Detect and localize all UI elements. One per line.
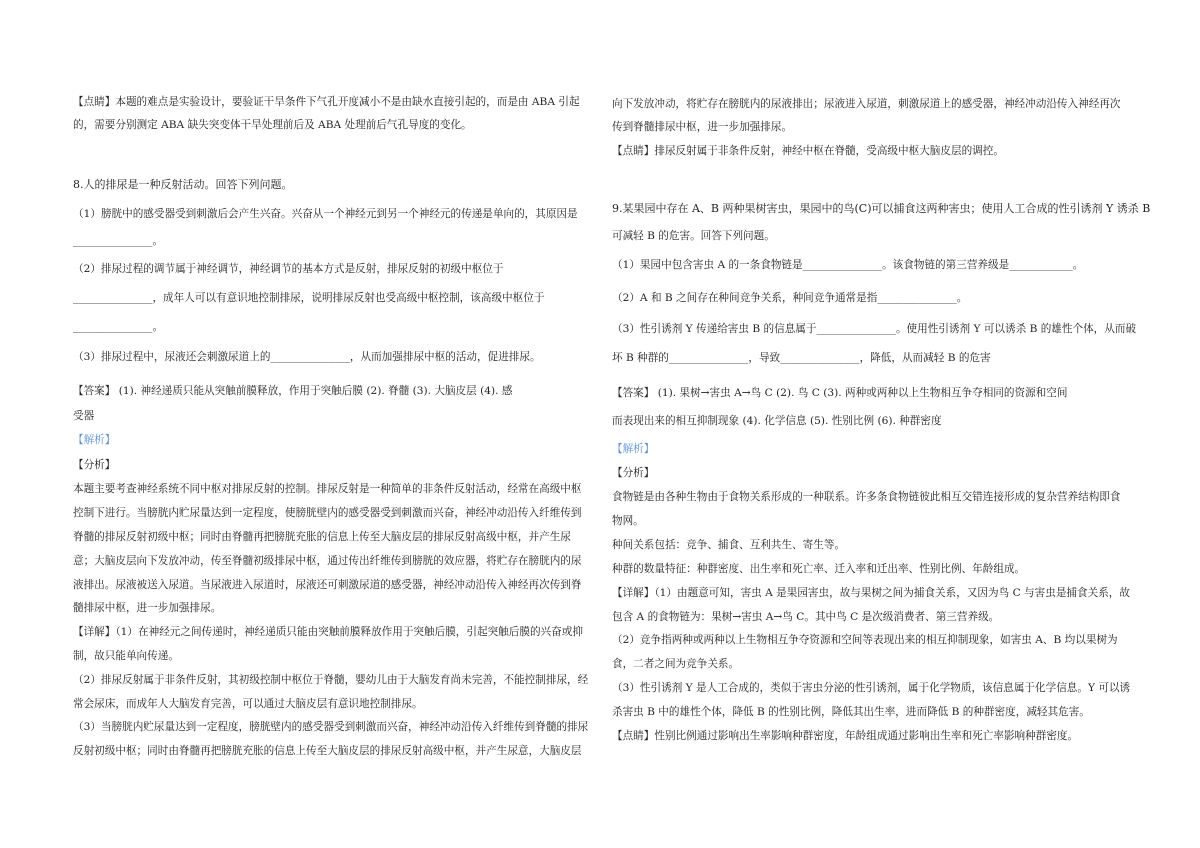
text-line: 传到脊髓排尿中枢，进一步加强排尿。 — [612, 121, 793, 133]
answer-line-cont: 受器 — [73, 410, 95, 422]
fenxi-label: 【分析】 — [612, 467, 655, 479]
text-line: 种群的数量特征：种群密度、出生率和死亡率、迁入率和迁出率、性别比例、年龄组成。 — [612, 563, 1026, 575]
text-line: （2）竞争指两种或两种以上生物相互争夺资源和空间等表现出来的相互抑制现象，如害虫 A、B 均以果树为 — [612, 634, 1118, 646]
text-line: （3）性引诱剂 Y 是人工合成的，类似于害虫分泌的性引诱剂，属于化学物质，该信息属于化学信息。Y 可以诱 — [612, 682, 1131, 694]
text-line: 【详解】（1）在神经元之间传递时，神经递质只能由突触前膜释放作用于突触后膜，引起突触后膜的兴奋或抑 — [73, 626, 583, 638]
text-line: 物网。 — [612, 515, 644, 527]
text-line: （2）排尿过程的调节属于神经调节，神经调节的基本方式是反射，排尿反射的初级中枢位于 — [73, 263, 504, 275]
text-line: （1）膀胱中的感受器受到刺激后会产生兴奋。兴奋从一个神经元到另一个神经元的传递是单向的，其原因是 — [73, 208, 578, 220]
text-line: _______________，成年人可以有意识地控制排尿，说明排尿反射也受高级中枢控制，该高级中枢位于 — [73, 292, 545, 304]
fenxi-label: 【分析】 — [73, 459, 116, 471]
text-line: 食物链是由各种生物由于食物关系形成的一种联系。许多条食物链彼此相互交错连接形成的复杂营养结构即食 — [612, 491, 1121, 503]
text-line: 制，故只能单向传递。 — [73, 650, 179, 662]
analysis-label: 【解析】 — [73, 434, 116, 446]
text-line: 反射初级中枢；同时由脊髓再把膀胱充胀的信息上传至大脑皮层的排尿反射高级中枢，并产生尿意，大脑皮层 — [73, 745, 582, 757]
blank-line: _______________。 — [73, 235, 164, 247]
text-line: 的，需要分别测定 ABA 缺失突变体干旱处理前后及 ABA 处理前后气孔导度的变化。 — [73, 119, 472, 131]
text-line: 向下发放冲动，将贮存在膀胱内的尿液排出；尿液进入尿道，刺激尿道上的感受器，神经冲动沿传入神经再次 — [612, 98, 1121, 110]
text-line: 本题主要考查神经系统不同中枢对排尿反射的控制。排尿反射是一种简单的非条件反射活动，经常在高级中枢 — [73, 483, 582, 495]
text-line: 脊髓的排尿反射初级中枢；同时由脊髓再把膀胱充胀的信息上传至大脑皮层的排尿反射高级中枢，并产生尿 — [73, 531, 571, 543]
blank-line: _______________。 — [73, 321, 164, 333]
text-line: （3）当膀胱内贮尿量达到一定程度，膀胱壁内的感受器受到刺激而兴奋，神经冲动沿传入纤维传到脊髓的排尿 — [73, 721, 589, 733]
text-line: 【点睛】性别比例通过影响出生率影响种群密度，年龄组成通过影响出生率和死亡率影响种群密度。 — [612, 730, 1079, 742]
text-line: （2）A 和 B 之间存在种间竞争关系，种间竞争通常是指_______________。 — [612, 292, 968, 304]
text-line: 坏 B 种群的_______________，导致_______________，降低，从而减轻 B 的危害 — [612, 352, 991, 364]
text-line: 控制下进行。当膀胱内贮尿量达到一定程度，使膀胱壁内的感受器受到刺激而兴奋，神经冲动沿传入纤维传到 — [73, 507, 582, 519]
text-line: （2）排尿反射属于非条件反射，其初级控制中枢位于脊髓，婴幼儿由于大脑发育尚未完善，不能控制排尿，经 — [73, 674, 589, 686]
text-line: 杀害虫 B 中的雄性个体，降低 B 的性别比例，降低其出生率，进而降低 B 的种群密度，减轻其危害。 — [612, 706, 1090, 718]
text-line: （1）果园中包含害虫 A 的一条食物链是_______________。该食物链的第三营养级是____________。 — [612, 259, 1084, 271]
question-8-title: 8.人的排尿是一种反射活动。回答下列问题。 — [73, 178, 293, 191]
text-line: 种间关系包括：竞争、捕食、互利共生、寄生等。 — [612, 539, 846, 551]
text-line: 髓排尿中枢，进一步加强排尿。 — [73, 602, 222, 614]
text-line: 液排出。尿液被送入尿道。当尿液进入尿道时，尿液还可刺激尿道的感受器，神经冲动沿传入神经再次传到脊 — [73, 579, 582, 591]
question-9-title: 9.某果园中存在 A、B 两种果树害虫，果园中的鸟(C)可以捕食这两种害虫；使用人工合成的性引诱剂 Y 诱杀 B — [612, 202, 1151, 215]
text-line: 可减轻 B 的危害。回答下列问题。 — [612, 230, 775, 242]
answer-line: 【答案】 (1). 神经递质只能从突触前膜释放，作用于突触后膜 (2). 脊髓 (3). 大脑皮层 (4). 感 — [73, 385, 513, 397]
text-line: 常会尿床，而成年人大脑发育完善，可以通过大脑皮层有意识地控制排尿。 — [73, 698, 423, 710]
text-line: 【详解】（1）由题意可知，害虫 A 是果园害虫，故与果树之间为捕食关系，又因为鸟 C 与害虫是捕食关系，故 — [612, 587, 1130, 599]
answer-line-cont: 而表现出来的相互抑制现象 (4). 化学信息 (5). 性别比例 (6). 种群密度 — [612, 415, 942, 427]
text-line: 意；大脑皮层向下发放冲动，传至脊髓初级排尿中枢，通过传出纤维传到膀胱的效应器，将贮存在膀胱内的尿 — [73, 555, 582, 567]
text-line: （3）性引诱剂 Y 传递给害虫 B 的信息属于_______________。使用性引诱剂 Y 可以诱杀 B 的雄性个体，从而破 — [612, 323, 1137, 335]
text-line: 食，二者之间为竞争关系。 — [612, 658, 740, 670]
text-line: 【点睛】排尿反射属于非条件反射，神经中枢在脊髓，受高级中枢大脑皮层的调控。 — [612, 145, 1004, 157]
text-line: 【点睛】本题的难点是实验设计，要验证干旱条件下气孔开度减小不是由缺水直接引起的，而是由 ABA 引起 — [73, 96, 580, 108]
text-line: （3）排尿过程中，尿液还会刺激尿道上的_______________，从而加强排尿中枢的活动，促进排尿。 — [73, 351, 541, 363]
answer-line: 【答案】 (1). 果树→害虫 A→鸟 C (2). 鸟 C (3). 两种或两种以上生物相互争夺相同的资源和空间 — [612, 387, 1068, 399]
analysis-label: 【解析】 — [612, 443, 655, 455]
text-line: 包含 A 的食物链为：果树→害虫 A→鸟 C。其中鸟 C 是次级消费者、第三营养级。 — [612, 611, 1000, 623]
